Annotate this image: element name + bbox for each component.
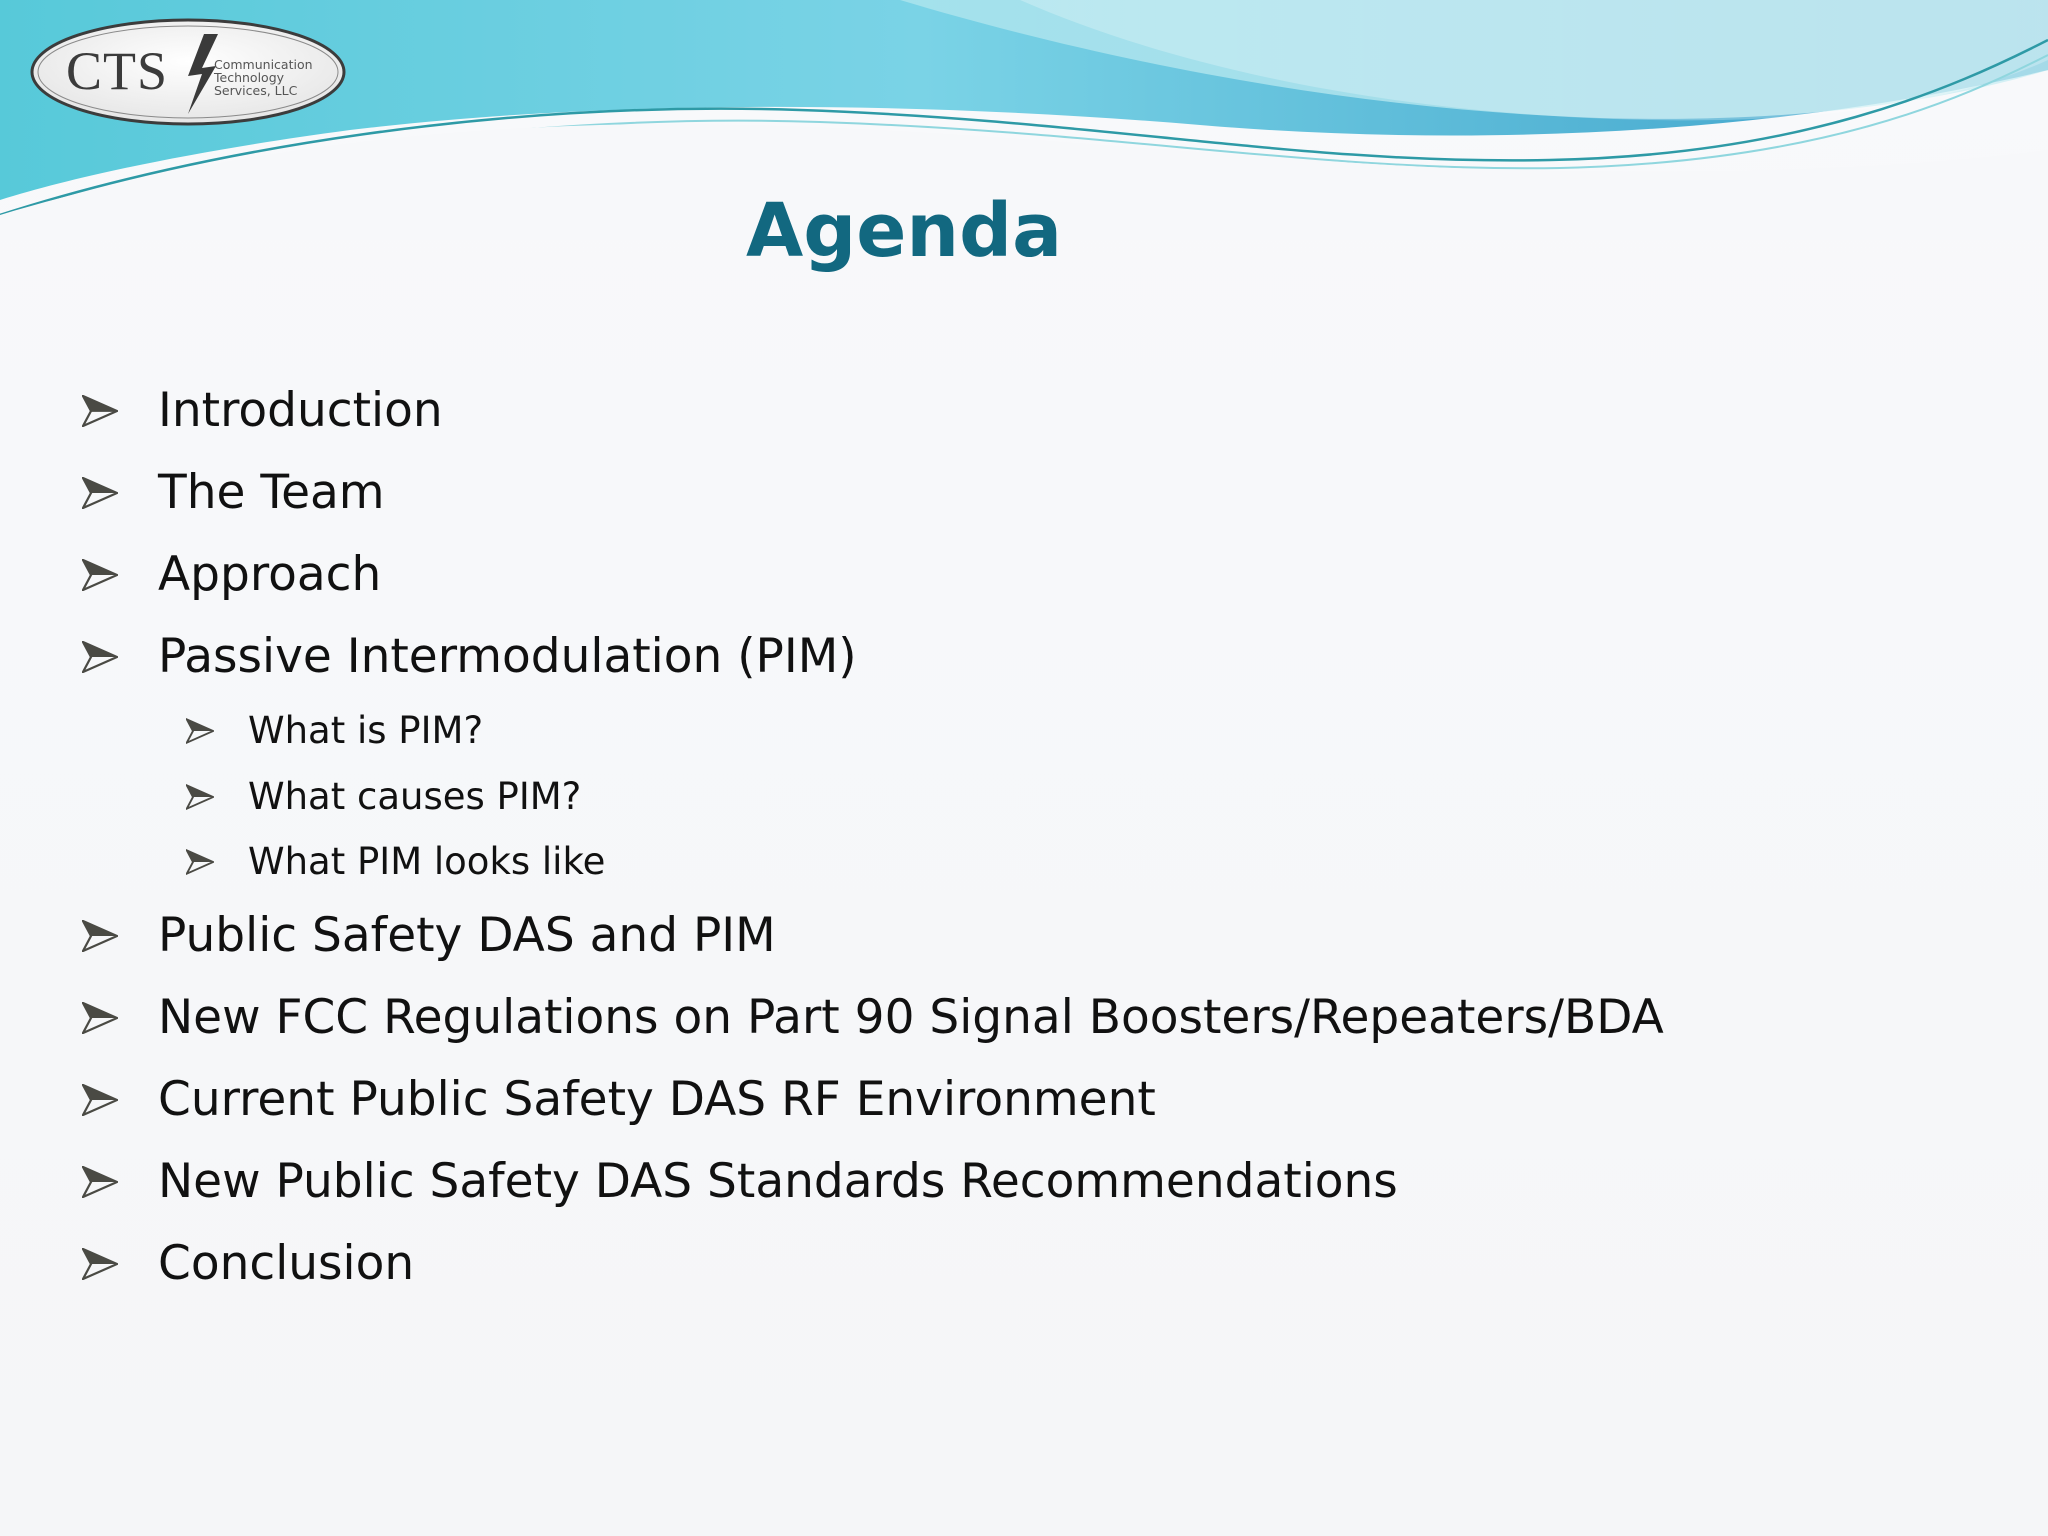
agenda-list (80, 370, 1980, 1305)
agenda-item-label: Current Public Safety DAS RF Environment (158, 1071, 1156, 1127)
agenda-item-label: Passive Intermodulation (PIM) (158, 629, 857, 684)
arrowhead-bullet-icon (82, 559, 118, 591)
arrowhead-bullet-icon (82, 641, 118, 673)
agenda-item (80, 370, 1980, 452)
logo-subtitle-line: Communication (214, 57, 313, 72)
agenda-item (80, 895, 1980, 977)
agenda-subitem-label: What PIM looks like (248, 840, 606, 883)
arrowhead-bullet-icon (82, 477, 118, 509)
agenda-item (80, 534, 1980, 616)
arrowhead-bullet-icon (186, 784, 214, 810)
arrowhead-bullet-icon (186, 849, 214, 875)
logo-subtitle-line: Technology (214, 70, 285, 85)
agenda-subitem (80, 764, 1980, 830)
agenda-item (80, 1059, 1980, 1141)
logo-text: CTS (66, 41, 169, 101)
arrowhead-bullet-icon (82, 1084, 118, 1116)
agenda-subitem (80, 698, 1980, 764)
arrowhead-bullet-icon (82, 920, 118, 952)
logo-subtitle (214, 58, 334, 97)
arrowhead-bullet-icon (82, 1002, 118, 1034)
agenda-item (80, 1223, 1980, 1305)
agenda-item (80, 977, 1980, 1059)
agenda-item-label: Introduction (158, 383, 443, 438)
company-logo (28, 14, 348, 130)
agenda-item (80, 616, 1980, 698)
logo-subtitle-line: Services, LLC (214, 83, 298, 98)
arrowhead-bullet-icon (82, 1166, 118, 1198)
agenda-item-label: Public Safety DAS and PIM (158, 907, 776, 963)
agenda-item-label: Conclusion (158, 1235, 415, 1291)
agenda-item-label: Approach (158, 547, 382, 602)
agenda-subitem-label: What causes PIM? (248, 774, 582, 818)
agenda-subitem-label: What is PIM? (248, 709, 484, 752)
agenda-item-label: New FCC Regulations on Part 90 Signal Boosters/Repeaters/BDA (158, 989, 1664, 1045)
arrowhead-bullet-icon (186, 718, 214, 744)
agenda-subitem (80, 829, 1980, 895)
agenda-item-label: New Public Safety DAS Standards Recommendations (158, 1153, 1398, 1209)
slide-title: Agenda (745, 188, 1063, 274)
arrowhead-bullet-icon (82, 395, 118, 427)
arrowhead-bullet-icon (82, 1248, 118, 1280)
agenda-item (80, 452, 1980, 534)
agenda-item-label: The Team (158, 465, 385, 520)
agenda-item (80, 1141, 1980, 1223)
